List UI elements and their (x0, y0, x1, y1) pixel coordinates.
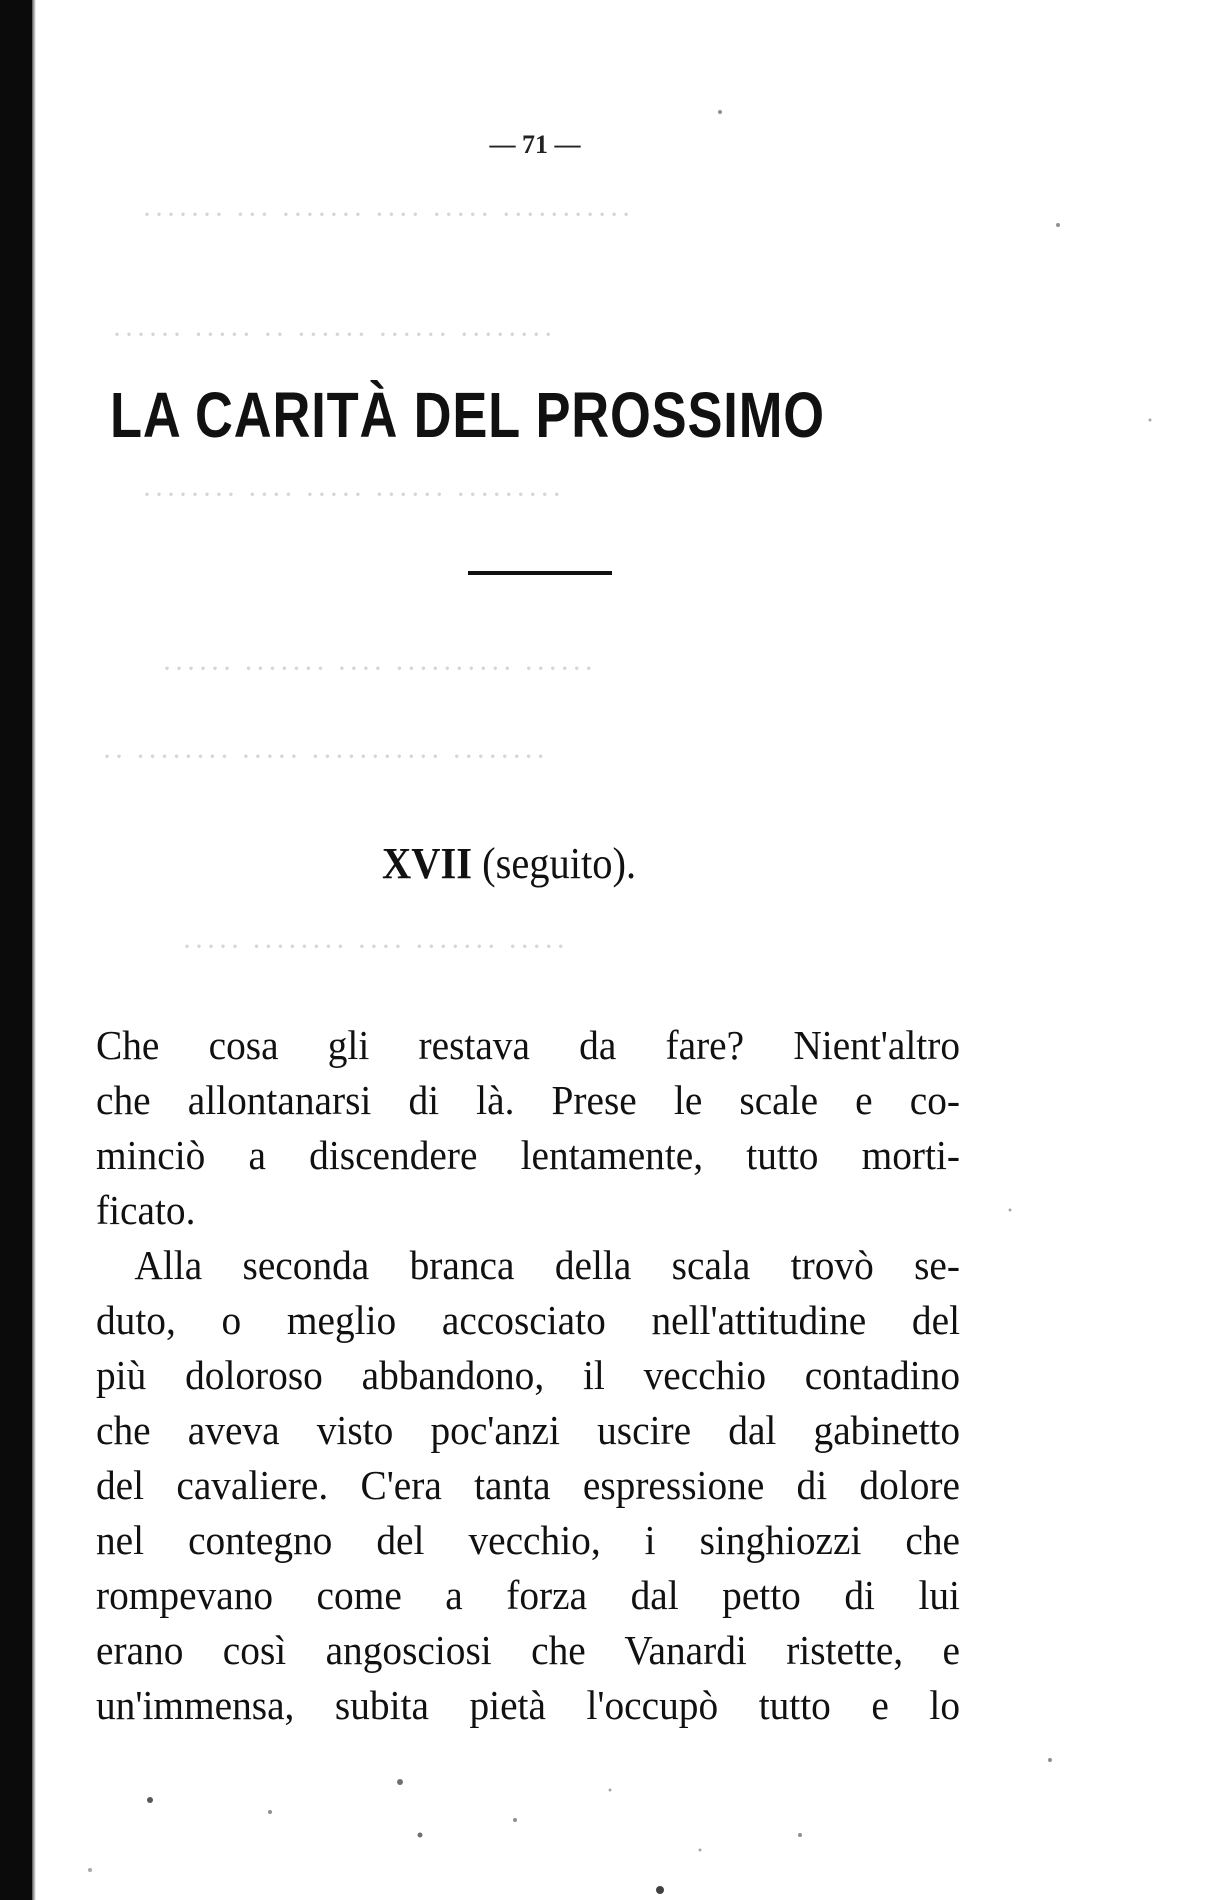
paragraph-1-line: ficato. (96, 1187, 196, 1233)
paragraph-2-line: più doloroso abbandono, il vecchio contadino (96, 1352, 960, 1398)
paragraph-1-line: che allontanarsi di là. Prese le scale e co- (96, 1077, 960, 1123)
page-number: — 71 — (489, 130, 581, 159)
bleed-through-1: ··········· ····· ···· ······· ··· ······· (140, 198, 632, 231)
paragraph-1-line: minciò a discendere lentamente, tutto morti- (96, 1132, 960, 1178)
bleed-through-3: ········· ······ ····· ···· ········ (140, 478, 562, 511)
page-title: LA CARITÀ DEL PROSSIMO (110, 379, 825, 451)
paragraph-2-line: erano così angosciosi che Vanardi ristette, e (96, 1627, 960, 1673)
paragraph-2-line: del cavaliere. C'era tanta espressione di dolore (96, 1462, 960, 1508)
paragraph-2-line: che aveva visto poc'anzi uscire dal gabinetto (96, 1407, 960, 1453)
paragraph-2-line: rompevano come a forza dal petto di lui (96, 1572, 960, 1618)
paragraph-1-line: Che cosa gli restava da fare? Nient'altro (96, 1022, 960, 1068)
chapter-note: (seguito). (482, 839, 637, 888)
paragraph-2-line: duto, o meglio accosciato nell'attitudine del (96, 1297, 960, 1343)
paragraph-2-line: un'immensa, subita pietà l'occupò tutto e lo (96, 1682, 960, 1728)
chapter-number: XVII (382, 839, 472, 888)
bleed-through-6: ····· ······· ···· ········ ····· (180, 930, 566, 963)
bleed-through-2: ········ ······ ······ ·· ····· ······ (110, 318, 554, 351)
paragraph-2-line: nel contegno del vecchio, i singhiozzi che (96, 1517, 960, 1563)
bleed-through-5: ········ ··········· ····· ········ ·· (100, 740, 546, 773)
paragraph-2-line: Alla seconda branca della scala trovò se- (134, 1242, 960, 1288)
bleed-through-4: ······ ·········· ···· ······· ······ (160, 652, 594, 685)
